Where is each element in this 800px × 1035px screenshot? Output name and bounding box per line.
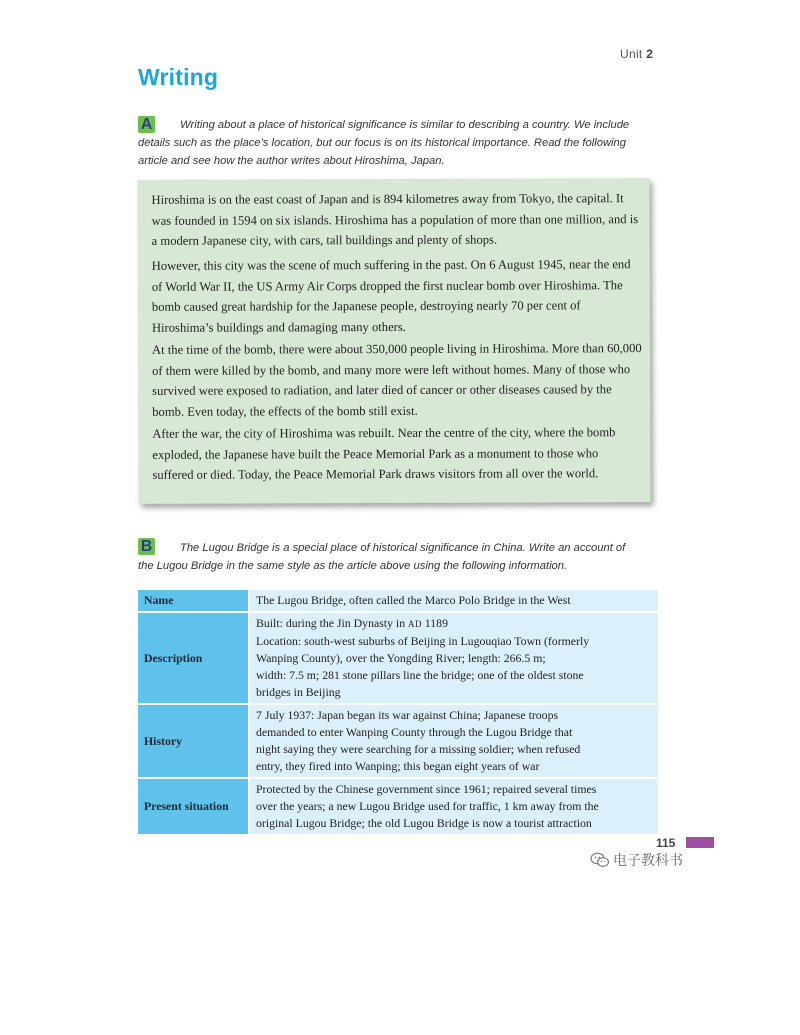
row-value [250, 779, 658, 834]
section-title: Writing [138, 64, 219, 90]
lugou-bridge-info-table [138, 588, 658, 836]
row-line: Protected by the Chinese government since 1961; repaired several times [256, 782, 597, 796]
row-value [250, 613, 658, 703]
unit-word: Unit [620, 47, 643, 61]
article-paragraph-2: However, this city was the scene of much suffering in the past. On 6 August 1945, near the end of World War II, the US Army Air Corps dropped the first nuclear bomb over Hiroshima. The bomb caused great hardship for the Japanese people, destroying nearly 70 per cent of Hiroshima’s buildings and damaging many others. [151, 257, 631, 335]
table-row [138, 779, 658, 834]
table-row [138, 590, 658, 611]
article-paragraph-1: Hiroshima is on the east coast of Japan and is 894 kilometres away from Tokyo, the capital. It was founded in 1594 on six islands. Hiroshima has a population of more than one million, and is a modern Japanese city, with cars, tall buildings and plenty of shops. [151, 191, 639, 248]
row-line: The Lugou Bridge, often called the Marco Polo Bridge in the West [256, 593, 571, 607]
row-line: entry, they fired into Wanping; this began eight years of war [256, 759, 540, 773]
table-row [138, 705, 658, 777]
row-key: Present situation [138, 779, 250, 834]
part-a-instructions [138, 116, 638, 170]
row-line: Built: during the Jin Dynasty in AD 1189 [256, 616, 448, 630]
part-b-instructions-text: The Lugou Bridge is a special place of historical significance in China. Write an account of the Lugou Bridge in the same style as the article above using the following information. [138, 542, 626, 572]
unit-number: 2 [646, 47, 654, 61]
article-note-box [137, 178, 650, 504]
row-line: original Lugou Bridge; the old Lugou Bridge is now a tourist attraction [256, 816, 592, 830]
row-value [250, 705, 658, 777]
row-line: width: 7.5 m; 281 stone pillars line the bridge; one of the oldest stone [256, 668, 584, 682]
wechat-icon [590, 852, 610, 868]
table-row [138, 613, 658, 703]
page-color-bar [686, 837, 714, 848]
row-line: demanded to enter Wanping County through the Lugou Bridge that [256, 725, 573, 739]
page-number: 115 [656, 836, 676, 850]
row-line: 7 July 1937: Japan began its war against China; Japanese troops [256, 708, 559, 722]
era-abbreviation: AD [408, 619, 422, 629]
part-b-instructions [138, 539, 638, 575]
row-line: over the years; a new Lugou Bridge used for traffic, 1 km away from the [256, 799, 599, 813]
row-line: Location: south-west suburbs of Beijing in Lugouqiao Town (formerly [256, 634, 590, 648]
part-a-letter-badge: A [138, 116, 155, 133]
article-paragraph-3: At the time of the bomb, there were about 350,000 people living in Hiroshima. More than 60,000 of them were killed by the bomb, and many more were left without homes. Many of those who survived were exposed to radiation, and later died of cancer or other diseases caused by the bomb. Even today, the effects of the bomb still exist. [152, 341, 642, 419]
part-b-letter-badge: B [138, 538, 155, 555]
row-line: night saying they were searching for a missing soldier; when refused [256, 742, 581, 756]
row-key: Name [138, 590, 250, 611]
unit-label [620, 47, 653, 61]
part-a-instructions-text: Writing about a place of historical significance is similar to describing a country. We include details such as the place’s location, but our focus is on its historical importance. Read the following article and see how the author writes about Hiroshima, Japan. [138, 119, 630, 167]
watermark [590, 850, 683, 870]
row-key: Description [138, 613, 250, 703]
watermark-text: 电子教科书 [613, 853, 683, 869]
row-key: History [138, 705, 250, 777]
article-paragraph-4: After the war, the city of Hiroshima was rebuilt. Near the centre of the city, where the bomb exploded, the Japanese have built the Peace Memorial Park as a monument to those who suffered or died. Today, the Peace Memorial Park draws visitors from all over the world. [152, 425, 616, 482]
row-line: Wanping County), over the Yongding River; length: 266.5 m; [256, 651, 546, 665]
row-value [250, 590, 658, 611]
row-line: bridges in Beijing [256, 685, 341, 699]
